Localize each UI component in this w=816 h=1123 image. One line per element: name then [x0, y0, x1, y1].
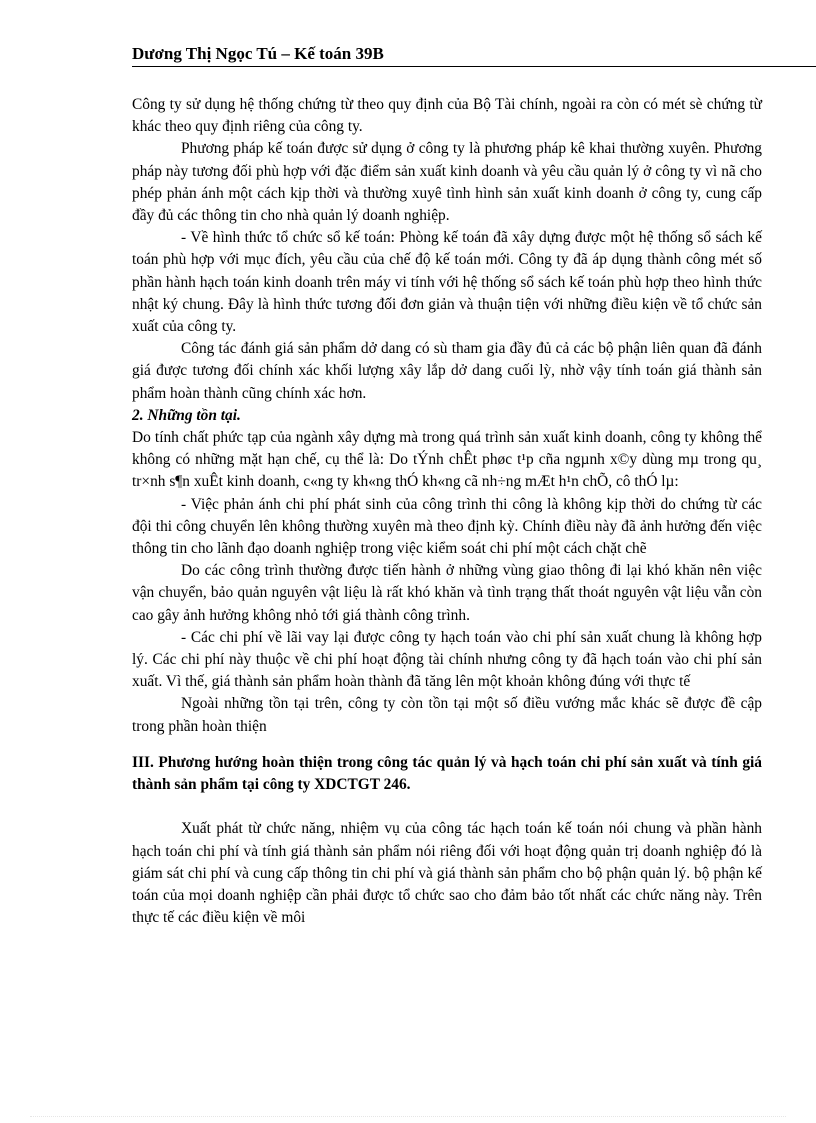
- paragraph: Công ty sử dụng hệ thống chứng từ theo quy định của Bộ Tài chính, ngoài ra còn có mét sè chứng từ khác theo quy định riêng của công ty.: [132, 96, 762, 136]
- footer-rule: [30, 1116, 786, 1117]
- paragraph: - Về hình thức tổ chức sổ kế toán: Phòng kế toán đã xây dựng được một hệ thống sổ sách kế toán phù hợp với mục đích, yêu cầu của chế độ kế toán mới. Công ty đã áp dụng thành công mét số phần hành hạch toán kinh doanh trên máy vi tính với hệ thống sổ sách kế toán phù hợp theo hình thức nhật ký chung. Đây là hình thức tương đối đơn giản và thuận tiện với những điều kiện về tổ chức sản xuất của công ty.: [132, 229, 762, 336]
- paragraph: - Các chi phí về lãi vay lại được công ty hạch toán vào chi phí sản xuất chung là không hợp lý. Các chi phí này thuộc về chi phí hoạt động tài chính nhưng công ty đã hạch toán vào chi phí sản xuất. Vì thế, giá thành sản phẩm hoàn thành đã tăng lên một khoản không đúng với thực tế: [132, 628, 762, 691]
- paragraph: Công tác đánh giá sản phẩm dở dang có sù tham gia đầy đủ cả các bộ phận liên quan đã đánh giá được tương đối chính xác khối lượng xây lắp dở dang cuối lỳ, nhờ vậy tính toán giá thành sản phẩm hoàn thành cũng chính xác hơn.: [132, 340, 762, 402]
- page-header-title: Dương Thị Ngọc Tú – Kế toán 39B: [132, 44, 384, 63]
- subsection-heading: 2. Những tồn tại.: [132, 406, 241, 424]
- paragraph: Xuất phát từ chức năng, nhiệm vụ của công tác hạch toán kế toán nói chung và phần hành hạch toán chi phí và tính giá thành sản phẩm nói riêng đối với hoạt động quản trị doanh nghiệp đó là giám sát chi phí và cung cấp thông tin chi phí và giá thành sản phẩm cho bộ phận quản lý. bộ phận kế toán của mọi doanh nghiệp cần phải được tổ chức sao cho đảm bảo tốt nhất các chức năng này. Trên thực tế các điều kiện về môi: [132, 820, 762, 927]
- header-rule: [132, 66, 816, 67]
- section-heading: III. Phương hướng hoàn thiện trong công tác quản lý và hạch toán chi phí sản xuất và tính giá thành sản phẩm tại công ty XDCTGT 246.: [132, 753, 762, 794]
- document-body: [132, 94, 762, 929]
- paragraph: Do các công trình thường được tiến hành ở những vùng giao thông đi lại khó khăn nên việc vận chuyển, bảo quản nguyên vật liệu là rất khó khăn và tình trạng thất thoát nguyên vật liệu vẫn còn cao gây ảnh hưởng không nhỏ tới giá thành công trình.: [132, 562, 762, 624]
- paragraph: - Việc phản ánh chi phí phát sinh của công trình thi công là không kịp thời do chứng từ các đội thi công chuyển lên không thường xuyên mà theo định kỳ. Chính điều này đã ảnh hưởng đến việc thông tin cho lãnh đạo doanh nghiệp trong việc kiểm soát chi phí một cách chặt chẽ: [132, 495, 762, 558]
- paragraph: Ngoài những tồn tại trên, công ty còn tồn tại một số điều vướng mắc khác sẽ được đề cập trong phần hoàn thiện: [132, 695, 762, 735]
- paragraph: Do tính chất phức tạp của ngành xây dựng mà trong quá trình sản xuất kinh doanh, công ty không thể không có những mặt hạn chế, cụ thể là: Do tÝnh chÊt phøc t¹p cña ngµnh x©y dùng mµ trong qu¸ tr×nh s¶n xuÊt kinh doanh, c«ng ty kh«ng thÓ kh«ng cã nh÷ng mÆt h¹n chÕ, cô thÓ lµ:: [132, 429, 762, 491]
- paragraph: Phương pháp kế toán được sử dụng ở công ty là phương pháp kê khai thường xuyên. Phương pháp này tương đối phù hợp với đặc điểm sản xuất kinh doanh và yêu cầu quản lý ở công ty vì nã cho phép phản ánh một cách kịp thời và thường xuyê tình hình sản xuất kinh doanh ở công ty, cung cấp đầy đủ các thông tin cho nhà quản lý doanh nghiệp.: [132, 140, 762, 225]
